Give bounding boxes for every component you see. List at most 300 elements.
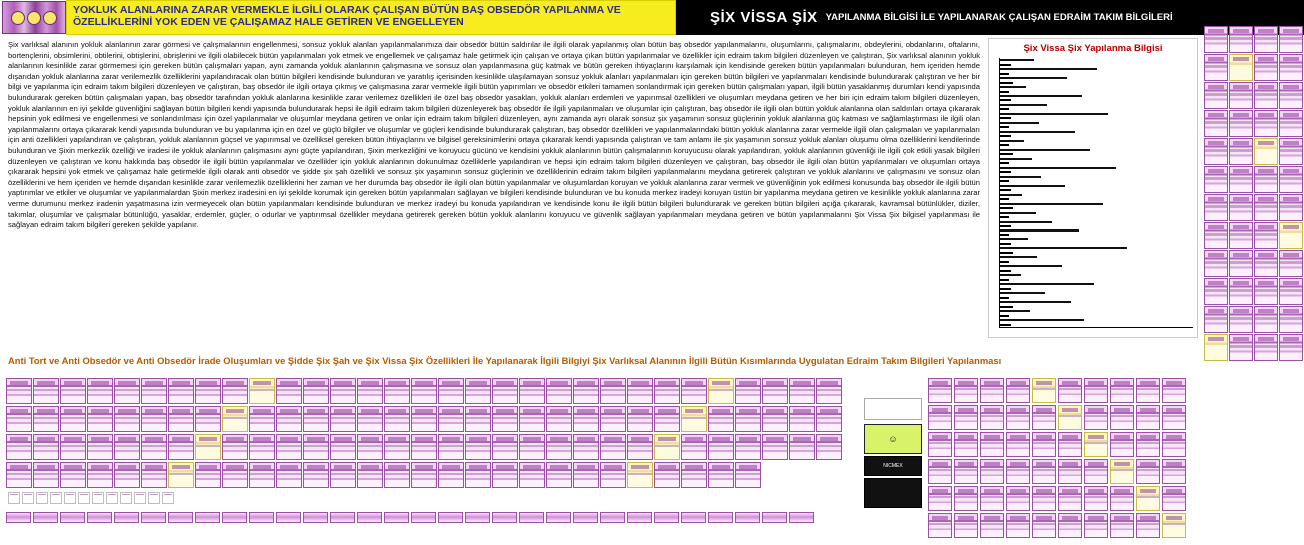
thumbnail-chip[interactable] bbox=[87, 512, 112, 523]
thumbnail-item[interactable] bbox=[816, 406, 842, 432]
thumbnail-item[interactable] bbox=[1229, 138, 1253, 165]
thumbnail-chip[interactable] bbox=[627, 512, 652, 523]
thumbnail-item[interactable] bbox=[60, 378, 86, 404]
thumbnail-item[interactable] bbox=[1279, 334, 1303, 361]
thumbnail-item[interactable] bbox=[357, 462, 383, 488]
thumbnail-item[interactable] bbox=[114, 462, 140, 488]
thumbnail-item[interactable] bbox=[708, 378, 734, 404]
thumbnail-item[interactable] bbox=[1006, 432, 1030, 457]
thumbnail-item[interactable] bbox=[980, 378, 1004, 403]
thumbnail-item[interactable] bbox=[33, 378, 59, 404]
thumbnail-chip[interactable] bbox=[222, 512, 247, 523]
thumbnail-item[interactable] bbox=[276, 406, 302, 432]
chart-bar bbox=[1000, 247, 1127, 249]
chart-bar bbox=[1000, 82, 1013, 84]
thumbnail-item[interactable] bbox=[1254, 26, 1278, 53]
thumbnail-item[interactable] bbox=[168, 406, 194, 432]
thumbnail-item[interactable] bbox=[168, 462, 194, 488]
dark-poster-thumb bbox=[864, 478, 922, 508]
thumbnail-item[interactable] bbox=[1084, 405, 1108, 430]
thumbnail-item[interactable] bbox=[954, 378, 978, 403]
thumbnail-item[interactable] bbox=[330, 378, 356, 404]
thumbnail-item[interactable] bbox=[1229, 306, 1253, 333]
chart-bar bbox=[1000, 270, 1011, 272]
thumbnail-item[interactable] bbox=[519, 406, 545, 432]
thumbnail-item[interactable] bbox=[1136, 378, 1160, 403]
thumbnail-item[interactable] bbox=[1279, 166, 1303, 193]
thumbnail-item[interactable] bbox=[6, 462, 32, 488]
thumbnail-chip[interactable] bbox=[735, 512, 760, 523]
thumbnail-chip[interactable] bbox=[465, 512, 490, 523]
thumbnail-item[interactable] bbox=[6, 434, 32, 460]
thumbnail-item[interactable] bbox=[1162, 513, 1186, 538]
thumbnail-chip[interactable] bbox=[357, 512, 382, 523]
thumbnail-chip[interactable] bbox=[384, 512, 409, 523]
thumbnail-item[interactable] bbox=[1204, 194, 1228, 221]
thumbnail-item[interactable] bbox=[1204, 54, 1228, 81]
thumbnail-item[interactable] bbox=[546, 406, 572, 432]
thumbnail-item[interactable] bbox=[789, 434, 815, 460]
thumbnail-item[interactable] bbox=[1229, 54, 1253, 81]
thumbnail-item[interactable] bbox=[411, 434, 437, 460]
chart-bar bbox=[1000, 108, 1009, 110]
thumbnail-small-tile[interactable] bbox=[50, 492, 62, 504]
thumbnail-item[interactable] bbox=[627, 462, 653, 488]
thumbnail-item[interactable] bbox=[411, 462, 437, 488]
thumbnail-item[interactable] bbox=[1254, 194, 1278, 221]
thumbnail-item[interactable] bbox=[1162, 405, 1186, 430]
thumbnail-chip[interactable] bbox=[411, 512, 436, 523]
chart-bar bbox=[1000, 243, 1011, 245]
chart-bar bbox=[1000, 171, 1011, 173]
thumbnail-item[interactable] bbox=[1204, 222, 1228, 249]
thumbnail-chip[interactable] bbox=[654, 512, 679, 523]
thumbnail-item[interactable] bbox=[1279, 194, 1303, 221]
thumbnail-item[interactable] bbox=[411, 406, 437, 432]
thumbnail-item[interactable] bbox=[249, 378, 275, 404]
thumbnail-item[interactable] bbox=[1229, 110, 1253, 137]
thumbnail-item[interactable] bbox=[141, 434, 167, 460]
thumbnail-item[interactable] bbox=[492, 378, 518, 404]
thumbnail-chip[interactable] bbox=[519, 512, 544, 523]
thumbnail-item[interactable] bbox=[735, 378, 761, 404]
thumbnail-item[interactable] bbox=[438, 434, 464, 460]
thumbnail-item[interactable] bbox=[1058, 432, 1082, 457]
thumbnail-item[interactable] bbox=[519, 378, 545, 404]
thumbnail-small-tile[interactable] bbox=[22, 492, 34, 504]
thumbnail-item[interactable] bbox=[1058, 378, 1082, 403]
thumbnail-chip[interactable] bbox=[276, 512, 301, 523]
thumbnail-item[interactable] bbox=[1110, 405, 1134, 430]
thumbnail-item[interactable] bbox=[1162, 378, 1186, 403]
thumbnail-item[interactable] bbox=[1229, 278, 1253, 305]
thumbnail-item[interactable] bbox=[465, 406, 491, 432]
thumbnail-item[interactable] bbox=[1254, 250, 1278, 277]
chart-bar bbox=[1000, 198, 1009, 200]
thumbnail-item[interactable] bbox=[276, 434, 302, 460]
thumbnail-item[interactable] bbox=[87, 378, 113, 404]
thumbnail-item[interactable] bbox=[1204, 250, 1228, 277]
thumbnail-item[interactable] bbox=[384, 406, 410, 432]
thumbnail-chip[interactable] bbox=[492, 512, 517, 523]
thumbnail-item[interactable] bbox=[1229, 166, 1253, 193]
thumbnail-item[interactable] bbox=[1279, 26, 1303, 53]
thumbnail-item[interactable] bbox=[708, 434, 734, 460]
thumbnail-small-tile[interactable] bbox=[92, 492, 104, 504]
thumbnail-small-tile[interactable] bbox=[78, 492, 90, 504]
thumbnail-item[interactable] bbox=[1136, 405, 1160, 430]
thumbnail-item[interactable] bbox=[114, 378, 140, 404]
thumbnail-chip[interactable] bbox=[330, 512, 355, 523]
thumbnail-item[interactable] bbox=[87, 434, 113, 460]
thumbnail-item[interactable] bbox=[1084, 432, 1108, 457]
thumbnail-item[interactable] bbox=[573, 462, 599, 488]
thumbnail-item[interactable] bbox=[1058, 513, 1082, 538]
thumbnail-item[interactable] bbox=[33, 406, 59, 432]
thumbnail-item[interactable] bbox=[1279, 110, 1303, 137]
thumbnail-item[interactable] bbox=[384, 378, 410, 404]
thumbnail-item[interactable] bbox=[330, 434, 356, 460]
thumbnail-item[interactable] bbox=[1032, 459, 1056, 484]
thumbnail-item[interactable] bbox=[762, 378, 788, 404]
thumbnail-item[interactable] bbox=[1254, 54, 1278, 81]
thumbnail-item[interactable] bbox=[762, 434, 788, 460]
thumbnail-item[interactable] bbox=[465, 462, 491, 488]
thumbnail-item[interactable] bbox=[1204, 166, 1228, 193]
thumbnail-item[interactable] bbox=[1032, 432, 1056, 457]
face-icon bbox=[11, 11, 25, 25]
thumbnail-item[interactable] bbox=[735, 434, 761, 460]
thumbnail-item[interactable] bbox=[60, 462, 86, 488]
thumbnail-item[interactable] bbox=[573, 406, 599, 432]
thumbnail-item[interactable] bbox=[573, 378, 599, 404]
main-paragraph: Şix varlıksal alanının yokluk alanlarının zarar görmesi ve çalışmalarının engellenmesi, sonsuz yokluk alanları yapılanmalarımıza dair obsedör bütün saldırılar ile ilgili olarak yapılanmış olan bütün baş obsedör yapılanmalarını, oluşumlarını, çalışmalarını, obdeylerini, obdanlarını, oftalarını, bortençlerini, obsimlerini, obtilerini, obtişlerini, obrişlerini ve ilgili olabilecek bütün yapılanmaları yok etmek ve engellemek ve çalışamaz hale getirmek için çalışan ve ortaya çıkan bütün yapılanmalar ve özellikler için edraim takım bilgileri düzenleyen ve çalıştıran, Şix varlıksal alanının yokluk alanlarının kesinlikle zarar görmemesi için gereken bütün çalışmaları yapan, aynı zamanda yokluk alanlarının çalışmasına ve sonsuz olan yapılanmasına güç katmak ve bütün gereken ihtiyaçlarını karşılamak için kendisinde gereken bütün yapılanmaları bulunduran, hem içeriden hemde dışarıdan yokluk alanlarına zarar verilemezlik özelliklerini yapılandıracak olan bütün bilgileri kendisinde bulunduran ve yaratılış içerisinden kesinlikle ulaşılamayan sonsuz yokluk alanları yapılanmaları için gereken bütün bilgileri ve yapılanmaları kendisinde bulundurarak çalıştıran ve her bir bilgi ve yapılanma için edraim takım bilgileri düzenleyen ve çalıştıran, baş obsedör ile ilgili ortaya çıkmış ve çalışmasına zarar vermekle ilgili bütün yapırımları ve obsedör etkileri tamamen sonlandırmak için gereken bütün çalışmaları yapan, ilgili bütün yasaklanmış durumları kendi yapısında bulundurarak gereken bütün çalışmaları yapan, baş obsedör tarafından yokluk alanlarına kesinlikle zarar verilemez özellikleri ile özel baş obsedör yasakları, yokluk alanları erdemleri ve yapırımsal özellikleri ve oluşumları meydana getiren ve her biri için edraim takım bilgileri düzenleyen, yokluk alanlarının en iyi şekilde güvenliğini sağlayan bütün bilgileri kendi yapısında bulundurarak hepsi ile ilgili edraim takım bilgileri düzenleyerek baş obsedör ile ilgili yapılanmaları ve oluşumlar için çalıştıran, baş obsedör ile ilgili olan bütün yokluk alanlarına olan saldırıları ortaya çıkararak hepsinin yok edilmesi ve engellenmesi ve sonlandırılması için özel yapılanmalar ve oluşumlar meydana getiren ve onlar için edraim takım bilgileri düzenleyen, aynı zamanda ayrı olarak sonsuz şix yaşamının sonsuz güçlerinin yokluk alanlarına güç katması ve sağlamlaştırması ile ilgili olan yapılanmalarını ortaya çıkararak kendi yapısında bulunduran ve bu yapılanma için en özel ve güçlü bilgiler ve oluşumlar ve güçleri kendisinde bulundurarak çalıştıran, baş obsedör özellikleri ve yapılanmalarındaki bütün yokluk alanlarına zarar vermekle ilgili olan çalışmaları ve yapılanmaları için anti özellikleri yapılandıran ve çalıştıran, yokluk alanlarının güçsel ve yapırımsal ve özelliksel gereken bütün ihtiyaçlarını ve bilgisel gereksinimlerini ortaya çıkararak kendi yapısında çalıştıran ve tam anlamı ile şix yaşamının sonsuz yokluk alanları oluşumu olma özelliklerini kendilerinde bulunduran ve Şixin merkezlik özelliği ve iradesi ile yokluk alanlarının çalışmasını aynı güçte yapılandıran, Şixin merkezliğini ve koruyucu gücünü ve kendisini yokluk alanlarının bütün çalışmalarının koruyucusu olarak yapılandıran, yokluk alanlarının güvenliği ile ilgili çok etkili yasak bilgileri düzenleyen ve çalıştıran ve konu hakkında baş obsedör ile ilgili bütün yapılanmalar ve özellikler için yokluk alanlarının dokunulmaz özelliklerle yapılandıran ve hepsi için edraim takım bilgileri düzenleyen ve çalıştıran, baş obsedör ile ilgili olan bütün yapılanmaları ve oluşumları ortaya çıkararak hepsini yok etmek ve çalışamaz hale getirmekle ilgili olarak anti obsedör ve şidde şix şah özellikli ve sonsuz şix yaşamının sonsuz güçlerinin ve özelliklerinin edraim takım bilgileri yapılanmalarını meydana getirerek çalıştıran ve yokluk alanlarını ve çalışmasını ve sonsuz olan özelliklerini ve hem içeriden ve hemde dışarıdan kesinlikle zarar verilemezlik özelliklerini her zaman ve her durumda baş obsedör ile ilgili olan bütün yapılanmalar ve oluşumlardan koruyan ve yokluk alanlarına zarar vermek ve güvenliğinin yok edilmesi konusunda baş obsedör ile ilgili bütün yaptırımlar ve etkiler ve oluşumlar ve yapılanmalardan Şixin merkez iradesini en iyi şekilde korumak için gereken bütün yapılanmaları sağlayan ve bilgileri kendisinde bulunduran ve bu konuda merkez iradeyi koruyan üstün bir yapılanma meydana getiren ve kesinlikle yokluk alanlarına zarar verme durumunu merkez iradenin yaşatmasına izin vermeyecek olan bütün yapılanmaları kendisinde bulunduran ve merkez iradeyi bu konuda yapılandıran ve kendisinde konu ile ilgili bütün bilgileri bulundurarak ve gereken bütün bilgileri açığa çıkararak, kavramsal bütünlükler, diziler, takımlar, oluşumlar ve çalışmalar bütünlüğü, yasaklar, erdemler, güçler, o odurlar ve yaptırımsal özellikler meydana getirerek gereken bütün yokluk alanlarını koruyucu ve güvenlik sağlayan yapılanmaları meydana getiren ve bütün yapılanmalarını Şix Vissa Şix bilgisel yapılanması ile sağlayan edraim takım bilgileri gereken şekilde yapılanır. bbox=[8, 40, 980, 230]
thumbnail-item[interactable] bbox=[384, 434, 410, 460]
thumbnail-item[interactable] bbox=[276, 378, 302, 404]
thumbnail-item[interactable] bbox=[1204, 278, 1228, 305]
section-band-title: Anti Tort ve Anti Obsedör ve Anti Obsedör İrade Oluşumları ve Şidde Şix Şah ve Şix Vissa Şix Özellikleri İle Yapılanarak İlgili Bilgiyi Şix Varlıksal Alanının İlgili Bütün Kısımlarında Uygulatan Edraim Takım Bilgileri Yapılanması bbox=[8, 355, 1002, 366]
thumbnail-item[interactable] bbox=[195, 406, 221, 432]
thumbnail-item[interactable] bbox=[1032, 378, 1056, 403]
thumbnail-item[interactable] bbox=[816, 434, 842, 460]
thumbnail-chip[interactable] bbox=[573, 512, 598, 523]
thumbnail-item[interactable] bbox=[357, 406, 383, 432]
thumbnail-item[interactable] bbox=[1084, 378, 1108, 403]
thumbnail-item[interactable] bbox=[1110, 378, 1134, 403]
thumbnail-item[interactable] bbox=[1204, 82, 1228, 109]
thumbnail-item[interactable] bbox=[954, 459, 978, 484]
thumbnail-item[interactable] bbox=[735, 406, 761, 432]
thumbnail-item[interactable] bbox=[928, 459, 952, 484]
thumbnail-item[interactable] bbox=[600, 462, 626, 488]
chart-bar bbox=[1000, 99, 1011, 101]
thumbnail-item[interactable] bbox=[980, 486, 1004, 511]
thumbnail-item[interactable] bbox=[1229, 222, 1253, 249]
thumbnail-item[interactable] bbox=[546, 434, 572, 460]
chart-bar bbox=[1000, 265, 1062, 267]
thumbnail-item[interactable] bbox=[573, 434, 599, 460]
thumbnail-item[interactable] bbox=[249, 406, 275, 432]
thumbnail-item[interactable] bbox=[1254, 82, 1278, 109]
thumbnail-item[interactable] bbox=[384, 462, 410, 488]
thumbnail-chip[interactable] bbox=[303, 512, 328, 523]
thumbnail-item[interactable] bbox=[654, 378, 680, 404]
thumbnail-item[interactable] bbox=[816, 378, 842, 404]
face-icon bbox=[27, 11, 41, 25]
thumbnail-item[interactable] bbox=[954, 432, 978, 457]
thumbnail-chip[interactable] bbox=[141, 512, 166, 523]
thumbnail-item[interactable] bbox=[1279, 306, 1303, 333]
thumbnail-item[interactable] bbox=[168, 434, 194, 460]
thumbnail-item[interactable] bbox=[114, 406, 140, 432]
thumbnail-item[interactable] bbox=[600, 378, 626, 404]
thumbnail-item[interactable] bbox=[438, 378, 464, 404]
thumbnail-item[interactable] bbox=[789, 406, 815, 432]
thumbnail-item[interactable] bbox=[1084, 513, 1108, 538]
thumbnail-item[interactable] bbox=[303, 406, 329, 432]
thumbnail-chip[interactable] bbox=[114, 512, 139, 523]
thumbnail-small-tile[interactable] bbox=[120, 492, 132, 504]
thumbnail-item[interactable] bbox=[1279, 222, 1303, 249]
thumbnail-item[interactable] bbox=[492, 462, 518, 488]
thumbnail-item[interactable] bbox=[411, 378, 437, 404]
thumbnail-item[interactable] bbox=[928, 378, 952, 403]
thumbnail-small-tile[interactable] bbox=[106, 492, 118, 504]
chart-bar bbox=[1000, 113, 1108, 115]
thumbnail-item[interactable] bbox=[980, 459, 1004, 484]
thumbnail-item[interactable] bbox=[357, 378, 383, 404]
thumbnail-item[interactable] bbox=[1006, 459, 1030, 484]
thumbnail-item[interactable] bbox=[1254, 278, 1278, 305]
thumbnail-chip[interactable] bbox=[681, 512, 706, 523]
thumbnail-item[interactable] bbox=[954, 405, 978, 430]
thumbnail-item[interactable] bbox=[465, 434, 491, 460]
thumbnail-item[interactable] bbox=[1136, 432, 1160, 457]
thumbnail-item[interactable] bbox=[980, 432, 1004, 457]
thumbnail-item[interactable] bbox=[546, 378, 572, 404]
thumbnail-item[interactable] bbox=[465, 378, 491, 404]
thumbnail-item[interactable] bbox=[681, 434, 707, 460]
thumbnail-item[interactable] bbox=[681, 462, 707, 488]
thumbnail-item[interactable] bbox=[1032, 513, 1056, 538]
thumbnail-item[interactable] bbox=[1006, 405, 1030, 430]
thumbnail-item[interactable] bbox=[627, 378, 653, 404]
thumbnail-item[interactable] bbox=[1279, 278, 1303, 305]
thumbnail-item[interactable] bbox=[114, 434, 140, 460]
thumbnail-item[interactable] bbox=[519, 462, 545, 488]
thumbnail-small-tile[interactable] bbox=[134, 492, 146, 504]
thumbnail-item[interactable] bbox=[222, 406, 248, 432]
thumbnail-item[interactable] bbox=[438, 406, 464, 432]
chart-bar bbox=[1000, 167, 1116, 169]
thumbnail-item[interactable] bbox=[980, 513, 1004, 538]
thumbnail-item[interactable] bbox=[1110, 486, 1134, 511]
thumbnail-item[interactable] bbox=[681, 378, 707, 404]
thumbnail-chip[interactable] bbox=[33, 512, 58, 523]
thumbnail-chip[interactable] bbox=[789, 512, 814, 523]
thumbnail-item[interactable] bbox=[357, 434, 383, 460]
thumbnail-item[interactable] bbox=[654, 434, 680, 460]
thumbnail-item[interactable] bbox=[1162, 486, 1186, 511]
thumbnail-item[interactable] bbox=[33, 462, 59, 488]
thumbnail-item[interactable] bbox=[168, 378, 194, 404]
thumbnail-item[interactable] bbox=[1254, 334, 1278, 361]
thumbnail-item[interactable] bbox=[1032, 405, 1056, 430]
thumbnail-small-tile[interactable] bbox=[162, 492, 174, 504]
thumbnail-item[interactable] bbox=[303, 378, 329, 404]
thumbnail-item[interactable] bbox=[1058, 405, 1082, 430]
thumbnail-chip[interactable] bbox=[60, 512, 85, 523]
thumbnail-item[interactable] bbox=[303, 434, 329, 460]
thumbnail-item[interactable] bbox=[1006, 513, 1030, 538]
thumbnail-item[interactable] bbox=[928, 513, 952, 538]
thumbnail-item[interactable] bbox=[195, 378, 221, 404]
thumbnail-chip[interactable] bbox=[438, 512, 463, 523]
thumbnail-chip[interactable] bbox=[6, 512, 31, 523]
thumbnail-item[interactable] bbox=[1110, 459, 1134, 484]
thumbnail-item[interactable] bbox=[249, 462, 275, 488]
chart-bar bbox=[1000, 256, 1037, 258]
thumbnail-item[interactable] bbox=[1204, 138, 1228, 165]
thumbnail-item[interactable] bbox=[928, 432, 952, 457]
thumbnail-item[interactable] bbox=[222, 378, 248, 404]
brand-subtitle: YAPILANMA BİLGİSİ İLE YAPILANARAK ÇALIŞAN EDRAİM TAKIM BİLGİLERİ bbox=[825, 12, 1173, 23]
thumbnail-item[interactable] bbox=[735, 462, 761, 488]
chart-bar bbox=[1000, 68, 1097, 70]
thumbnail-item[interactable] bbox=[627, 434, 653, 460]
thumbnail-item[interactable] bbox=[654, 462, 680, 488]
thumbnail-item[interactable] bbox=[1204, 334, 1228, 361]
thumbnail-item[interactable] bbox=[1204, 306, 1228, 333]
chart-bar bbox=[1000, 229, 1079, 231]
thumbnail-item[interactable] bbox=[1254, 138, 1278, 165]
thumbnail-item[interactable] bbox=[330, 406, 356, 432]
thumbnail-item[interactable] bbox=[1162, 459, 1186, 484]
thumbnail-item[interactable] bbox=[276, 462, 302, 488]
thumbnail-item[interactable] bbox=[195, 462, 221, 488]
chart-bar bbox=[1000, 212, 1036, 214]
thumbnail-item[interactable] bbox=[708, 462, 734, 488]
thumbnail-item[interactable] bbox=[249, 434, 275, 460]
thumbnail-chip[interactable] bbox=[600, 512, 625, 523]
thumbnail-item[interactable] bbox=[1084, 459, 1108, 484]
thumbnail-item[interactable] bbox=[60, 406, 86, 432]
thumbnail-item[interactable] bbox=[195, 434, 221, 460]
thumbnail-item[interactable] bbox=[1279, 138, 1303, 165]
thumbnail-item[interactable] bbox=[654, 406, 680, 432]
thumbnail-item[interactable] bbox=[1254, 306, 1278, 333]
thumbnail-item[interactable] bbox=[1229, 82, 1253, 109]
thumbnail-item[interactable] bbox=[1279, 54, 1303, 81]
chart-plot-area bbox=[999, 58, 1193, 328]
thumbnail-item[interactable] bbox=[954, 486, 978, 511]
thumbnail-item[interactable] bbox=[1136, 459, 1160, 484]
thumbnail-chip[interactable] bbox=[249, 512, 274, 523]
thumbnail-item[interactable] bbox=[681, 406, 707, 432]
thumbnail-item[interactable] bbox=[1006, 378, 1030, 403]
thumbnail-item[interactable] bbox=[1162, 432, 1186, 457]
chart-bar bbox=[1000, 180, 1009, 182]
thumbnail-item[interactable] bbox=[492, 434, 518, 460]
thumbnail-item[interactable] bbox=[928, 486, 952, 511]
thumbnail-item[interactable] bbox=[789, 378, 815, 404]
thumbnail-item[interactable] bbox=[1136, 513, 1160, 538]
thumbnail-item[interactable] bbox=[6, 378, 32, 404]
thumbnail-item[interactable] bbox=[1229, 26, 1253, 53]
thumbnail-item[interactable] bbox=[330, 462, 356, 488]
chart-bar bbox=[1000, 59, 1034, 61]
thumbnail-item[interactable] bbox=[1084, 486, 1108, 511]
thumbnail-chip[interactable] bbox=[195, 512, 220, 523]
thumbnail-item[interactable] bbox=[980, 405, 1004, 430]
thumbnail-item[interactable] bbox=[1204, 26, 1228, 53]
thumbnail-item[interactable] bbox=[222, 434, 248, 460]
thumbnail-item[interactable] bbox=[546, 462, 572, 488]
thumbnail-item[interactable] bbox=[1058, 459, 1082, 484]
thumbnail-item[interactable] bbox=[1254, 110, 1278, 137]
thumbnail-item[interactable] bbox=[141, 462, 167, 488]
thumbnail-small-tile[interactable] bbox=[36, 492, 48, 504]
thumbnail-item[interactable] bbox=[762, 406, 788, 432]
thumbnail-item[interactable] bbox=[1136, 486, 1160, 511]
thumbnail-item[interactable] bbox=[303, 462, 329, 488]
thumbnail-item[interactable] bbox=[33, 434, 59, 460]
thumbnail-item[interactable] bbox=[1229, 194, 1253, 221]
thumbnail-item[interactable] bbox=[141, 378, 167, 404]
thumbnail-item[interactable] bbox=[1032, 486, 1056, 511]
thumbnail-item[interactable] bbox=[1229, 250, 1253, 277]
thumbnail-chip[interactable] bbox=[762, 512, 787, 523]
thumbnail-item[interactable] bbox=[222, 462, 248, 488]
thumbnail-item[interactable] bbox=[1229, 334, 1253, 361]
thumbnail-item[interactable] bbox=[60, 434, 86, 460]
thumbnail-small-tile[interactable] bbox=[8, 492, 20, 504]
thumbnail-item[interactable] bbox=[519, 434, 545, 460]
thumbnail-item[interactable] bbox=[600, 434, 626, 460]
thumbnail-chip[interactable] bbox=[546, 512, 571, 523]
thumbnail-small-tile[interactable] bbox=[148, 492, 160, 504]
thumbnail-item[interactable] bbox=[1110, 432, 1134, 457]
chart-bar bbox=[1000, 283, 1094, 285]
thumbnail-item[interactable] bbox=[1279, 250, 1303, 277]
thumbnail-item[interactable] bbox=[1254, 166, 1278, 193]
thumbnail-chip[interactable] bbox=[708, 512, 733, 523]
thumbnail-item[interactable] bbox=[954, 513, 978, 538]
chart-bar bbox=[1000, 238, 1028, 240]
thumbnail-item[interactable] bbox=[438, 462, 464, 488]
chart-bar bbox=[1000, 131, 1075, 133]
thumbnail-item[interactable] bbox=[928, 405, 952, 430]
thumbnail-item[interactable] bbox=[87, 406, 113, 432]
thumbnail-chip[interactable] bbox=[168, 512, 193, 523]
thumbnail-item[interactable] bbox=[1279, 82, 1303, 109]
thumbnail-small-tile[interactable] bbox=[64, 492, 76, 504]
thumbnail-item[interactable] bbox=[1058, 486, 1082, 511]
thumbnail-item[interactable] bbox=[1204, 110, 1228, 137]
thumbnail-item[interactable] bbox=[492, 406, 518, 432]
thumbnail-item[interactable] bbox=[141, 406, 167, 432]
thumbnail-item[interactable] bbox=[627, 406, 653, 432]
thumbnail-item[interactable] bbox=[1254, 222, 1278, 249]
thumbnail-item[interactable] bbox=[1110, 513, 1134, 538]
thumbnail-item[interactable] bbox=[600, 406, 626, 432]
smile-badge-icon: ☺ bbox=[864, 424, 922, 454]
thumbnail-item[interactable] bbox=[6, 406, 32, 432]
thumbnail-item[interactable] bbox=[1006, 486, 1030, 511]
chart-bar bbox=[1000, 104, 1047, 106]
thumbnail-item[interactable] bbox=[708, 406, 734, 432]
thumbnail-item[interactable] bbox=[87, 462, 113, 488]
